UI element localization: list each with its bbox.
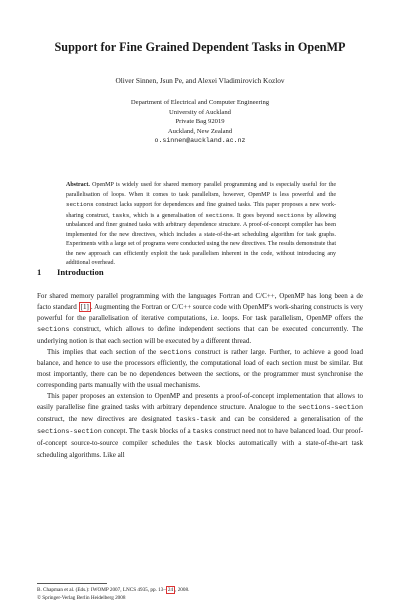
copyright-line [37,595,367,603]
section-number: 1 [37,267,42,277]
footer-text: B. Chapman et al. (Eds.): IWOMP 2007, LNCS 4935, pp. 13– [37,587,166,593]
publisher: Springer-Verlag Berlin Heidelberg 2008 [42,594,126,601]
citation-link[interactable]: [1] [80,302,89,311]
body-text-run: This paper proposes an extension to OpenMP and presents a proof-of-concept implementation that allows to easily parallelise fine grained tasks with arbitrary dependence structure. Analogue to the [37,392,363,412]
department: Department of Electrical and Computer Engineering [130,99,270,106]
code-term: sections [276,211,305,219]
body-text-run: For shared memory parallel programming with the languages Fortran and C/C++, OpenMP has long been a de facto standard [37,292,363,311]
body-text-run: construct, which allows to define independent sections that can be executed concurrently. The underlying notion is that each section will be executed by a different thread. [37,324,363,345]
code-term: sections [205,211,233,219]
body-text-run: concept. The [103,426,140,435]
authors: Oliver Sinnen, Jsun Pe, and Alexei Vladimirovich Kozlov [115,76,285,85]
paper-title: Support for Fine Grained Dependent Tasks in OpenMP [54,40,346,54]
footer [37,587,367,602]
code-term: sections-section [37,427,102,436]
code-term: task [141,427,158,436]
code-term: sections [159,348,192,357]
paragraph [37,391,363,460]
page-link[interactable]: 24 [167,587,174,593]
code-term: tasks [192,427,213,436]
university: University of Auckland [169,108,231,116]
body-text-run: blocks automatically with a state-of-the-art task scheduling algorithms. Like all [37,438,363,459]
body-text [37,291,363,461]
footnote-rule [37,583,107,584]
address-line-1: Private Bag 92019 [175,118,225,126]
section-heading [37,267,104,277]
code-term: tasks [112,211,130,219]
abstract-label: Abstract. [66,182,90,188]
body-text-run: . Augmenting the Fortran or C/C++ source code with OpenMP's work-sharing constructs is very powerful for the parallelisation of iterative computations, i.e. loops. For task parallelism, OpenMP offers the [37,302,364,322]
footer-text: , 2008. [175,587,190,593]
body-text-run: construct is rather large. Further, to achieve a good load balance, and hence to use the processors efficiently, the computational load of each section must be similar. But most importantly, there can be no dependences between the sections, or the programmer must synchronise the corresponding parts manually with the usual mechanisms. [37,347,363,390]
section-title: Introduction [57,267,104,277]
body-text-run: This implies that each section of the [47,347,157,356]
paragraph [37,347,363,392]
code-term: sections [66,201,94,209]
abstract-text: OpenMP is widely used for shared memory parallel programming and is especially useful for the parallelisation of loops. When it comes to task parallelism, however, OpenMP is less powerful and the [66,182,336,198]
address-line-2: Auckland, New Zealand [167,127,233,135]
code-term: sections [37,325,70,334]
affiliation [0,98,400,146]
code-term: task [196,439,213,448]
code-term: tasks-task [175,415,217,424]
abstract [66,181,336,269]
paragraph [37,291,363,347]
copyright-icon: © [37,594,41,601]
body-text-run: and can be considered a generalisation of the [220,414,364,423]
code-term: sections-section [298,404,363,413]
body-text-run: construct, the new directives are designated [37,414,172,423]
abstract-text: by allowing unbalanced and finer grained tasks with arbitrary dependence structure. A proof-of-concept compiler has been implemented for the new directives, which includes a state-of-the-art scheduling algorithm for task graphs. Experiments with a large set of programs were conducted using the new directives. The results demonstrate that the new approach can efficiently exploit the task parallelism inherent in the code, without introducing any additional overhead. [66,212,337,267]
citation-line [37,587,367,595]
abstract-text: construct lacks support for dependences and fine grained tasks. This paper proposes a new work-sharing construct, [66,202,337,219]
abstract-text: , which is a generalisation of [129,212,203,219]
email[interactable]: o.sinnen@auckland.ac.nz [154,137,246,145]
body-text-run: construct need not to have balanced load. Our proof-of-concept source-to-source compiler schedules the [37,426,364,447]
abstract-text: . It goes beyond [232,212,275,219]
body-text-run: blocks of a [159,426,191,435]
